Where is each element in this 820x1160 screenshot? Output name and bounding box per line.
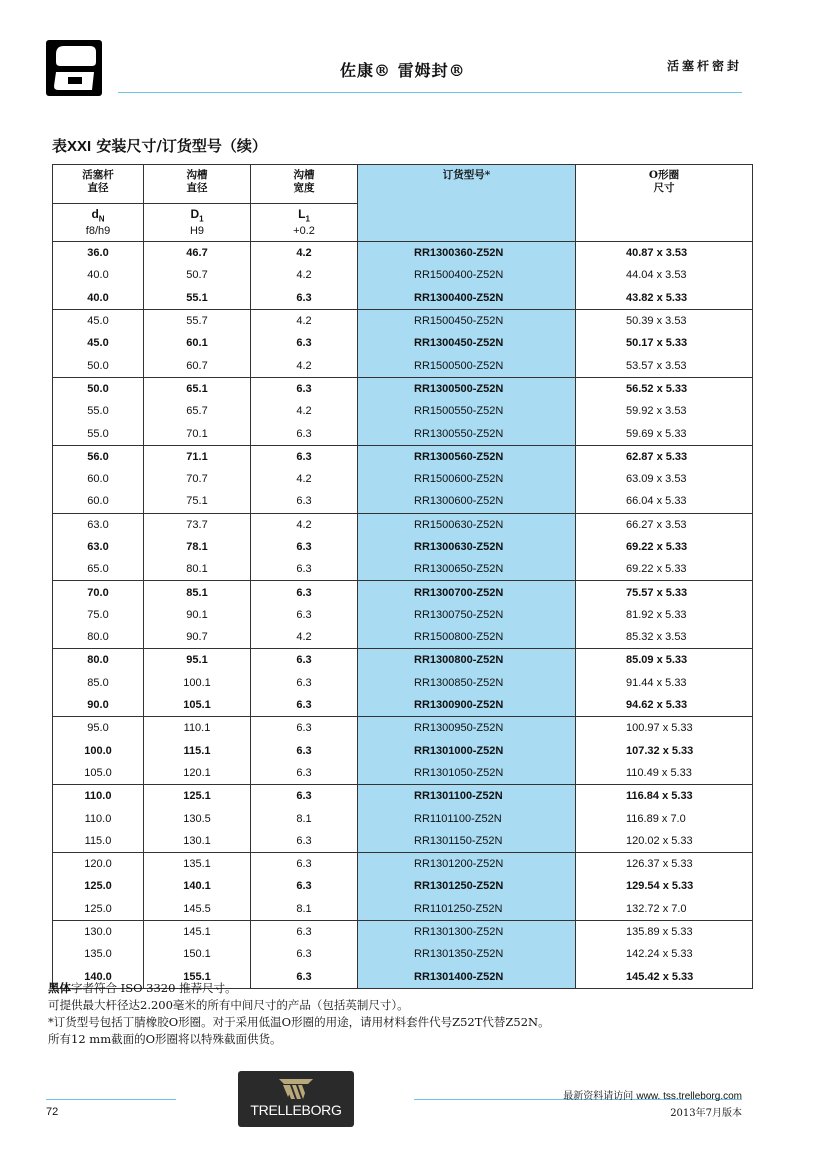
oring-size-cell: 126.37 x 5.33 (576, 853, 753, 876)
groove-diameter-cell: 105.1 (144, 694, 251, 717)
groove-diameter-cell: 125.1 (144, 785, 251, 808)
groove-width-cell: 6.3 (251, 445, 358, 468)
notes (48, 980, 550, 1048)
order-number-cell: RR1300650-Z52N (358, 558, 576, 581)
section-title: 活塞杆密封 (666, 59, 742, 73)
order-number-cell: RR1500800-Z52N (358, 626, 576, 649)
rod-diameter-cell: 80.0 (53, 626, 144, 649)
groove-diameter-cell: 65.1 (144, 377, 251, 400)
rod-diameter-cell: 130.0 (53, 920, 144, 943)
order-number-cell: RR1301350-Z52N (358, 943, 576, 965)
oring-size-cell: 120.02 x 5.33 (576, 830, 753, 853)
company-logo (46, 40, 102, 96)
rod-diameter-cell: 50.0 (53, 354, 144, 377)
table-row (53, 785, 753, 808)
order-number-cell: RR1301150-Z52N (358, 830, 576, 853)
groove-diameter-cell: 145.1 (144, 920, 251, 943)
groove-width-cell: 6.3 (251, 875, 358, 897)
rod-diameter-cell: 85.0 (53, 672, 144, 694)
table-row (53, 287, 753, 310)
oring-size-cell: 100.97 x 5.33 (576, 717, 753, 740)
groove-width-cell: 4.2 (251, 264, 358, 286)
rod-diameter-cell: 95.0 (53, 717, 144, 740)
groove-diameter-cell: 110.1 (144, 717, 251, 740)
rod-diameter-cell: 50.0 (53, 377, 144, 400)
table-row (53, 920, 753, 943)
order-number-cell: RR1301200-Z52N (358, 853, 576, 876)
groove-width-cell: 4.2 (251, 242, 358, 265)
order-number-cell: RR1300750-Z52N (358, 604, 576, 626)
groove-diameter-cell: 46.7 (144, 242, 251, 265)
table-row (53, 332, 753, 354)
groove-width-cell: 4.2 (251, 400, 358, 422)
table-row (53, 626, 753, 649)
groove-width-cell: 6.3 (251, 672, 358, 694)
table-row (53, 740, 753, 762)
page-number: 72 (46, 1106, 59, 1118)
trelleborg-logo (238, 1071, 354, 1127)
oring-size-cell: 75.57 x 5.33 (576, 581, 753, 604)
table-row (53, 558, 753, 581)
table-title (52, 135, 267, 156)
dimensions-table (52, 164, 753, 989)
groove-diameter-cell: 50.7 (144, 264, 251, 286)
groove-diameter-cell: 140.1 (144, 875, 251, 897)
table-row (53, 762, 753, 785)
groove-diameter-cell: 115.1 (144, 740, 251, 762)
groove-diameter-cell: 70.1 (144, 422, 251, 445)
groove-diameter-cell: 95.1 (144, 649, 251, 672)
groove-width-cell: 6.3 (251, 649, 358, 672)
rod-diameter-cell: 56.0 (53, 445, 144, 468)
note-bold-meaning: 黑体字者符合 ISO 3320 推荐尺寸。 (48, 981, 237, 995)
table-row (53, 830, 753, 853)
header-groove-width-symbol: $L_1$ +0.2 (251, 204, 358, 242)
groove-width-cell: 4.2 (251, 468, 358, 490)
groove-diameter-cell: 150.1 (144, 943, 251, 965)
rod-diameter-cell: 45.0 (53, 332, 144, 354)
oring-size-cell: 81.92 x 5.33 (576, 604, 753, 626)
rod-diameter-cell: 40.0 (53, 287, 144, 310)
order-number-cell: RR1300950-Z52N (358, 717, 576, 740)
table-row (53, 490, 753, 513)
table-row (53, 807, 753, 829)
order-number-cell: RR1500450-Z52N (358, 309, 576, 332)
rod-diameter-cell: 60.0 (53, 468, 144, 490)
groove-width-cell: 4.2 (251, 309, 358, 332)
table-row (53, 875, 753, 897)
groove-diameter-cell: 145.5 (144, 898, 251, 921)
groove-width-cell: 6.3 (251, 785, 358, 808)
website-link[interactable]: www. tss.trelleborg.com (636, 1091, 742, 1102)
order-number-cell: RR1300400-Z52N (358, 287, 576, 310)
table-row (53, 468, 753, 490)
oring-size-cell: 107.32 x 5.33 (576, 740, 753, 762)
rod-diameter-cell: 55.0 (53, 422, 144, 445)
groove-diameter-cell: 55.1 (144, 287, 251, 310)
website: 最新资料请访问 www. tss.trelleborg.com (563, 1091, 742, 1102)
header-oring-size: O形圈 尺寸 (576, 165, 753, 242)
rod-diameter-cell: 63.0 (53, 536, 144, 558)
order-number-cell: RR1301300-Z52N (358, 920, 576, 943)
header-groove-diameter-symbol: $D_1$ H9 (144, 204, 251, 242)
seal-logo-icon (46, 40, 102, 96)
order-number-cell: RR1300450-Z52N (358, 332, 576, 354)
oring-size-cell: 59.92 x 3.53 (576, 400, 753, 422)
groove-diameter-cell: 60.7 (144, 354, 251, 377)
oring-size-cell: 44.04 x 3.53 (576, 264, 753, 286)
trelleborg-mark-icon (278, 1077, 314, 1101)
order-number-cell: RR1301250-Z52N (358, 875, 576, 897)
oring-size-cell: 56.52 x 5.33 (576, 377, 753, 400)
order-number-cell: RR1300850-Z52N (358, 672, 576, 694)
table-row (53, 309, 753, 332)
rod-diameter-cell: 40.0 (53, 264, 144, 286)
groove-width-cell: 6.3 (251, 604, 358, 626)
groove-width-cell: 6.3 (251, 558, 358, 581)
groove-width-cell: 6.3 (251, 490, 358, 513)
rod-diameter-cell: 110.0 (53, 807, 144, 829)
oring-size-cell: 132.72 x 7.0 (576, 898, 753, 921)
groove-diameter-cell: 130.1 (144, 830, 251, 853)
groove-width-cell: 6.3 (251, 853, 358, 876)
rod-diameter-cell: 55.0 (53, 400, 144, 422)
groove-diameter-cell: 71.1 (144, 445, 251, 468)
groove-width-cell: 4.2 (251, 354, 358, 377)
rod-diameter-cell: 140.0 (53, 966, 144, 989)
oring-size-cell: 66.04 x 5.33 (576, 490, 753, 513)
table-row (53, 694, 753, 717)
oring-size-cell: 62.87 x 5.33 (576, 445, 753, 468)
groove-width-cell: 6.3 (251, 830, 358, 853)
order-number-cell: RR1300560-Z52N (358, 445, 576, 468)
table-row (53, 536, 753, 558)
order-number-cell: RR1300500-Z52N (358, 377, 576, 400)
order-number-cell: RR1500500-Z52N (358, 354, 576, 377)
groove-width-cell: 6.3 (251, 287, 358, 310)
table-row (53, 898, 753, 921)
groove-width-cell: 8.1 (251, 898, 358, 921)
groove-width-cell: 4.2 (251, 626, 358, 649)
groove-diameter-cell: 85.1 (144, 581, 251, 604)
table-row (53, 649, 753, 672)
oring-size-cell: 145.42 x 5.33 (576, 966, 753, 989)
groove-width-cell: 6.3 (251, 943, 358, 965)
oring-size-cell: 59.69 x 5.33 (576, 422, 753, 445)
order-number-cell: RR1300360-Z52N (358, 242, 576, 265)
order-number-cell: RR1500400-Z52N (358, 264, 576, 286)
table-row (53, 377, 753, 400)
groove-diameter-cell: 90.7 (144, 626, 251, 649)
rod-diameter-cell: 105.0 (53, 762, 144, 785)
rod-diameter-cell: 125.0 (53, 898, 144, 921)
groove-diameter-cell: 73.7 (144, 513, 251, 536)
edition: 2013年7月版本 (670, 1108, 742, 1119)
order-number-cell: RR1300550-Z52N (358, 422, 576, 445)
oring-size-cell: 43.82 x 5.33 (576, 287, 753, 310)
rod-diameter-cell: 115.0 (53, 830, 144, 853)
rod-diameter-cell: 135.0 (53, 943, 144, 965)
table-row (53, 943, 753, 965)
oring-size-cell: 116.89 x 7.0 (576, 807, 753, 829)
rod-diameter-cell: 36.0 (53, 242, 144, 265)
rod-diameter-cell: 65.0 (53, 558, 144, 581)
order-number-cell: RR1301400-Z52N (358, 966, 576, 989)
rod-diameter-cell: 110.0 (53, 785, 144, 808)
table-row (53, 354, 753, 377)
oring-size-cell: 50.39 x 3.53 (576, 309, 753, 332)
oring-size-cell: 63.09 x 3.53 (576, 468, 753, 490)
oring-size-cell: 66.27 x 3.53 (576, 513, 753, 536)
groove-diameter-cell: 78.1 (144, 536, 251, 558)
oring-size-cell: 94.62 x 5.33 (576, 694, 753, 717)
oring-size-cell: 69.22 x 5.33 (576, 558, 753, 581)
note-order-number: *订货型号包括丁腈橡胶O形圈。对于采用低温O形圈的用途，请用材料套件代号Z52T代替Z52N。 (48, 1015, 550, 1029)
groove-diameter-cell: 135.1 (144, 853, 251, 876)
order-number-cell: RR1300600-Z52N (358, 490, 576, 513)
groove-diameter-cell: 155.1 (144, 966, 251, 989)
company-name: TRELLEBORG (250, 1102, 342, 1118)
groove-diameter-cell: 130.5 (144, 807, 251, 829)
groove-width-cell: 8.1 (251, 807, 358, 829)
groove-width-cell: 6.3 (251, 762, 358, 785)
table-row (53, 400, 753, 422)
order-number-cell: RR1101100-Z52N (358, 807, 576, 829)
order-number-cell: RR1300900-Z52N (358, 694, 576, 717)
table-row (53, 513, 753, 536)
groove-diameter-cell: 80.1 (144, 558, 251, 581)
oring-size-cell: 50.17 x 5.33 (576, 332, 753, 354)
order-number-cell: RR1500550-Z52N (358, 400, 576, 422)
header-order-number: 订货型号* (358, 165, 576, 242)
rod-diameter-cell: 60.0 (53, 490, 144, 513)
header-rod-diameter: 活塞杆 直径 (53, 165, 144, 204)
order-number-cell: RR1301100-Z52N (358, 785, 576, 808)
oring-size-cell: 69.22 x 5.33 (576, 536, 753, 558)
groove-width-cell: 6.3 (251, 377, 358, 400)
order-number-cell: RR1300700-Z52N (358, 581, 576, 604)
oring-size-cell: 116.84 x 5.33 (576, 785, 753, 808)
groove-width-cell: 6.3 (251, 332, 358, 354)
order-number-cell: RR1500600-Z52N (358, 468, 576, 490)
rod-diameter-cell: 45.0 (53, 309, 144, 332)
groove-width-cell: 6.3 (251, 966, 358, 989)
rod-diameter-cell: 120.0 (53, 853, 144, 876)
order-number-cell: RR1301050-Z52N (358, 762, 576, 785)
groove-width-cell: 6.3 (251, 740, 358, 762)
oring-size-cell: 135.89 x 5.33 (576, 920, 753, 943)
header-groove-diameter: 沟槽 直径 (144, 165, 251, 204)
groove-width-cell: 6.3 (251, 422, 358, 445)
rod-diameter-cell: 80.0 (53, 649, 144, 672)
oring-size-cell: 85.32 x 3.53 (576, 626, 753, 649)
table-row (53, 445, 753, 468)
rod-diameter-cell: 90.0 (53, 694, 144, 717)
groove-diameter-cell: 65.7 (144, 400, 251, 422)
oring-size-cell: 53.57 x 3.53 (576, 354, 753, 377)
table-title-text: 安装尺寸/订货型号（续） (91, 137, 267, 155)
header-rod-diameter-symbol: $d_N$ f8/h9 (53, 204, 144, 242)
groove-width-cell: 6.3 (251, 536, 358, 558)
header-groove-width: 沟槽 宽度 (251, 165, 358, 204)
brand-title: 佐康® 雷姆封® (340, 61, 466, 80)
oring-size-cell: 129.54 x 5.33 (576, 875, 753, 897)
header-rule (118, 92, 742, 93)
table-row (53, 717, 753, 740)
table-row (53, 604, 753, 626)
groove-width-cell: 6.3 (251, 581, 358, 604)
rod-diameter-cell: 75.0 (53, 604, 144, 626)
order-number-cell: RR1500630-Z52N (358, 513, 576, 536)
note-intermediate-sizes: 可提供最大杆径达2.200毫米的所有中间尺寸的产品（包括英制尺寸）。 (48, 998, 409, 1012)
groove-diameter-cell: 55.7 (144, 309, 251, 332)
order-number-cell: RR1101250-Z52N (358, 898, 576, 921)
groove-width-cell: 4.2 (251, 513, 358, 536)
groove-diameter-cell: 90.1 (144, 604, 251, 626)
oring-size-cell: 91.44 x 5.33 (576, 672, 753, 694)
order-number-cell: RR1300800-Z52N (358, 649, 576, 672)
table-row (53, 264, 753, 286)
order-number-cell: RR1301000-Z52N (358, 740, 576, 762)
note-special-section: 所有12 mm截面的O形圈将以特殊截面供货。 (48, 1032, 282, 1046)
oring-size-cell: 40.87 x 3.53 (576, 242, 753, 265)
rod-diameter-cell: 100.0 (53, 740, 144, 762)
groove-diameter-cell: 70.7 (144, 468, 251, 490)
groove-diameter-cell: 120.1 (144, 762, 251, 785)
table-title-prefix: 表 (52, 137, 68, 155)
groove-diameter-cell: 75.1 (144, 490, 251, 513)
table-row (53, 242, 753, 265)
rod-diameter-cell: 63.0 (53, 513, 144, 536)
table-row (53, 422, 753, 445)
rod-diameter-cell: 70.0 (53, 581, 144, 604)
rod-diameter-cell: 125.0 (53, 875, 144, 897)
oring-size-cell: 110.49 x 5.33 (576, 762, 753, 785)
footer-left-rule (46, 1099, 176, 1100)
table-title-roman: XXI (67, 138, 92, 155)
table-row (53, 581, 753, 604)
groove-width-cell: 6.3 (251, 717, 358, 740)
groove-width-cell: 6.3 (251, 694, 358, 717)
order-number-cell: RR1300630-Z52N (358, 536, 576, 558)
groove-diameter-cell: 60.1 (144, 332, 251, 354)
groove-diameter-cell: 100.1 (144, 672, 251, 694)
groove-width-cell: 6.3 (251, 920, 358, 943)
table-row (53, 672, 753, 694)
table-row (53, 853, 753, 876)
oring-size-cell: 142.24 x 5.33 (576, 943, 753, 965)
oring-size-cell: 85.09 x 5.33 (576, 649, 753, 672)
